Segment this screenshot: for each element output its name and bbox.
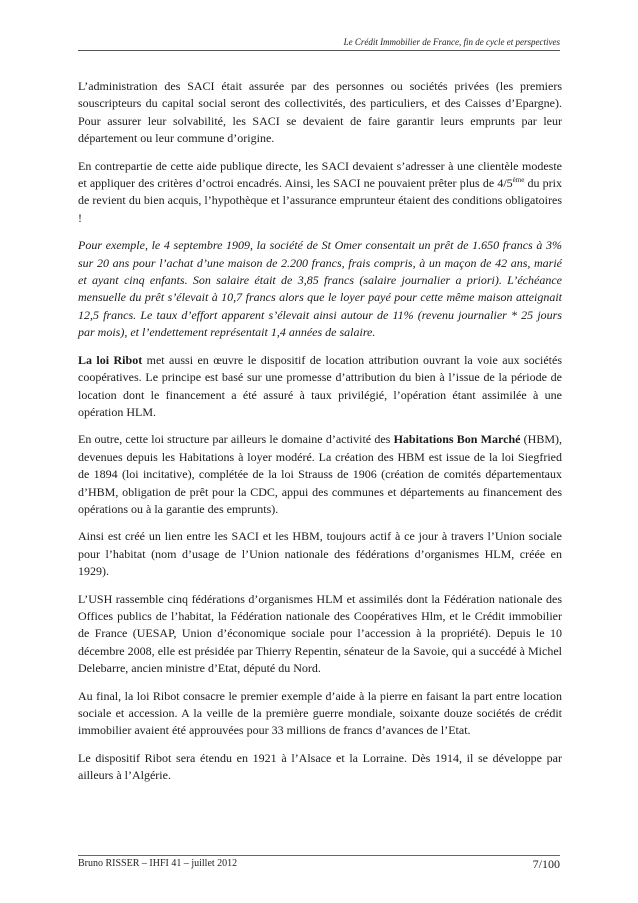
- bold-term: Habitations Bon Marché: [393, 432, 521, 447]
- paragraph-aide-pierre: Au final, la loi Ribot consacre le premier exemple d’aide à la pierre en faisant la part entre location sociale et accession. A la veille de la première guerre mondiale, soixante douze sociétés de crédit immobilier avaient été approuvées pour 33 millions de francs d’avances de l’Etat.: [78, 688, 562, 738]
- paragraph-saci-administration: L’administration des SACI était assurée par des personnes ou sociétés privées (les premiers souscripteurs du capital social seront des collectivités, des particuliers, et des Caisses d’Epargne). Pour assurer leur solvabilité, les SACI se devaient de faire garantir leurs emprunts par leur département ou leur commune d’origine.: [78, 79, 562, 146]
- page-header: [78, 36, 560, 51]
- paragraph-loi-ribot: [78, 352, 562, 422]
- bold-term: La loi Ribot: [78, 352, 143, 367]
- paragraph-extension: Le dispositif Ribot sera étendu en 1921 à l’Alsace et la Lorraine. Dès 1914, il se développe par ailleurs à l’Algérie.: [78, 750, 562, 783]
- page-footer: [78, 855, 560, 872]
- running-title: Le Crédit Immobilier de France, fin de cycle et perspectives: [343, 37, 560, 47]
- page-number: 7/100: [532, 857, 560, 871]
- paragraph-example-1909: Pour exemple, le 4 septembre 1909, la société de St Omer consentait un prêt de 1.650 francs à 3% sur 20 ans pour l’achat d’une maison de 2.200 francs, frais compris, à un maçon de 42 ans, marié et ayant cinq enfants. Son salaire était de 3,85 francs (salaire journalier a priori). L’échéance mensuelle du prêt s’élevait à 10,7 francs alors que le loyer payé pour cette même maison atteignait 12,5 francs. Le taux d’effort apparent s’élevait ainsi autour de 11% (revenu journalier * 25 jours par mois), et l’endettement représentait 1,4 années de salaire.: [78, 238, 562, 340]
- paragraph-text: met aussi en œuvre le dispositif de location attribution ouvrant la voie aux sociétés coopératives. Le principe est basé sur une promesse d’attribution du bien à l’issue de la période de location dont le financement a été assuré à taux privilégié, l’opération étant assimilée à une opération HLM.: [78, 352, 562, 419]
- paragraph-ush-link: Ainsi est créé un lien entre les SACI et les HBM, toujours actif à ce jour à travers l’Union sociale pour l’habitat (nom d’usage de l’Union nationale des fédérations d’organismes HLM, créée en 1929).: [78, 529, 562, 579]
- page-body: [78, 78, 562, 795]
- superscript: ème: [512, 176, 525, 185]
- paragraph-ush-federations: L’USH rassemble cinq fédérations d’organismes HLM et assimilés dont la Fédération nationale des Offices publics de l’habitat, la Fédération nationale des Coopératives Hlm, et le Crédit immobilier de France (UESAP, Union d’économique sociale pour l’accession à la propriété). Depuis le 10 décembre 2008, elle est présidée par Thierry Repentin, sénateur de la Savoie, qui a succédé à Michel Delebarre, ancien ministre d’Etat, député du Nord.: [78, 591, 562, 676]
- footer-author: Bruno RISSER – IHFI 41 – juillet 2012: [78, 858, 238, 869]
- paragraph-text: du prix de revient du bien acquis, l’hypothèque et l’assurance emprunteur étaient des conditions obligatoires !: [78, 176, 562, 225]
- paragraph-text: En outre, cette loi structure par ailleurs le domaine d’activité des: [78, 432, 394, 447]
- paragraph-text: En contrepartie de cette aide publique directe, les SACI devaient s’adresser à une clientèle modeste et appliquer des critères d’octroi encadrés. Ainsi, les SACI ne pouvaient prêter plus de 4/5: [78, 158, 562, 191]
- paragraph-hbm: [78, 431, 562, 518]
- paragraph-text: (HBM), devenues depuis les Habitations à loyer modéré. La création des HBM est issue de la loi Siegfried de 1894 (loi incitative), complétée de la loi Strauss de 1906 (création de comités départementaux d’HBM, obligation de prêt pour la CDC, appui des communes et départements au financement des opérations ou à la garantie des emprunts).: [78, 432, 562, 516]
- paragraph-saci-criteria: [78, 158, 562, 228]
